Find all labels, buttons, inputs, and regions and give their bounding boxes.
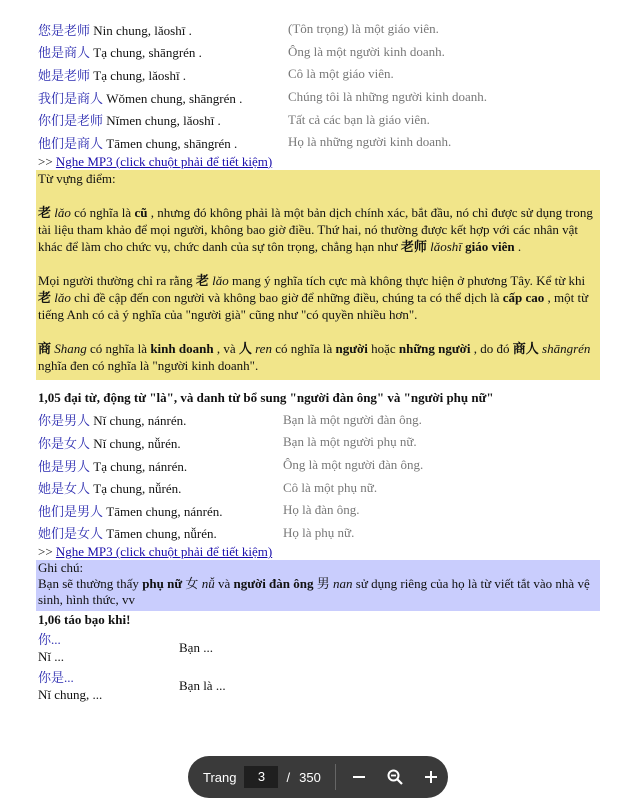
body-text: , do đó	[470, 340, 513, 356]
translation-text: Họ là phụ nữ.	[283, 524, 355, 540]
example-row	[38, 409, 600, 432]
zoom-reset-button[interactable]	[382, 764, 408, 790]
translation-text: Bạn ...	[179, 640, 213, 656]
mp3-prefix: >>	[38, 153, 56, 169]
body-text: sử dụng riêng của họ là từ viết tắt vào nhà vệ sinh, hình thức, vv	[38, 576, 590, 608]
body-text: Bạn sẽ thường thấy	[38, 576, 143, 592]
toolbar-divider	[335, 764, 336, 790]
pinyin-text: ren	[255, 340, 272, 356]
pinyin-text: shāngrén	[542, 340, 591, 356]
chinese-text: 你是女人	[38, 435, 91, 451]
body-text: nghĩa đen có nghĩa là "người kinh doanh".	[38, 357, 259, 373]
pinyin-text: Tạ chung, nánrén.	[93, 458, 188, 474]
chinese-text: 他们是男人	[38, 503, 104, 519]
pinyin-text: lǎo	[54, 204, 71, 220]
document-page	[38, 18, 600, 705]
chinese-text: 他是男人	[38, 458, 91, 474]
chinese-text: 你是男人	[38, 413, 91, 429]
example-row	[38, 41, 600, 64]
zoom-in-icon	[423, 769, 439, 785]
translation-text: Cô là một giáo viên.	[288, 66, 394, 82]
example-row	[38, 499, 600, 522]
page-separator: /	[286, 769, 291, 785]
body-text: có nghĩa là	[70, 204, 135, 220]
translation-text: Ông là một người đàn ông.	[283, 457, 424, 473]
bold-term: giáo viên	[465, 238, 515, 254]
pinyin-text: Shang	[54, 340, 87, 356]
translation-text: Ông là một người kinh doanh.	[288, 43, 445, 59]
vocabulary-paragraph-1	[38, 204, 598, 255]
bold-term: người đàn ông	[233, 576, 314, 592]
zoom-reset-icon	[386, 768, 404, 786]
body-text: hoặc	[367, 340, 399, 356]
practice-row	[38, 667, 600, 705]
pinyin-text: Tāmen chung, shāngrén .	[106, 135, 238, 151]
mp3-line	[38, 544, 600, 560]
pinyin-text: lǎo	[212, 272, 229, 288]
pinyin-text: Nǐ ...	[38, 649, 64, 665]
chinese-text: 他是商人	[38, 45, 91, 61]
body-text: có nghĩa là	[271, 340, 336, 356]
pinyin-text: Tạ chung, shāngrén .	[93, 45, 202, 61]
mp3-line	[38, 154, 600, 170]
body-text: và	[214, 576, 234, 592]
example-row	[38, 431, 600, 454]
translation-text: Họ là những người kinh doanh.	[288, 134, 452, 150]
note-text	[38, 576, 598, 608]
bold-term: những người	[398, 340, 471, 356]
pinyin-text: Nǐ chung, nǚrén.	[93, 435, 181, 451]
example-row	[38, 454, 600, 477]
chinese-text: 商人	[512, 340, 539, 356]
chinese-text: 他们是商人	[38, 135, 104, 151]
note-title: Ghi chú:	[38, 560, 84, 576]
pinyin-text: lǎo	[54, 289, 71, 305]
note-box	[36, 560, 600, 611]
vocabulary-box	[36, 170, 600, 380]
chinese-text: 你...	[38, 632, 61, 648]
translation-text: Chúng tôi là những người kinh doanh.	[288, 89, 487, 105]
chinese-text: 她是女人	[38, 481, 91, 497]
chinese-text: 她是老师	[38, 67, 91, 83]
chinese-text: 人	[238, 340, 252, 356]
section-heading: 1,06 táo bạo khi!	[38, 612, 131, 628]
chinese-text: 老师	[400, 238, 427, 254]
body-text: Mọi người thường chỉ ra rằng	[38, 272, 196, 288]
vocabulary-paragraph-3	[38, 340, 598, 374]
pronoun-examples	[38, 18, 600, 154]
bold-term: cấp cao	[502, 289, 545, 305]
bold-term: phụ nữ	[142, 576, 183, 592]
translation-text: Bạn là một người đàn ông.	[283, 411, 422, 427]
example-row	[38, 108, 600, 131]
example-row	[38, 131, 600, 154]
body-text: , nhưng đó không phải là một bản dịch chính xác, bắt đầu, nó chỉ được sử dụng trong tài liệu tham khảo để mọi người, không bao giờ điều. Thứ hai, nó thường được kết hợp với các nhân vật khác để làm cho chức vụ, chức danh của sự tôn trọng, chẳng hạn như	[38, 204, 593, 254]
vocabulary-title: Từ vựng điểm:	[38, 170, 116, 186]
translation-text: Họ là đàn ông.	[283, 502, 360, 518]
chinese-text: 你是...	[38, 670, 74, 686]
mp3-prefix: >>	[38, 544, 56, 560]
body-text: chỉ đề cập đến con người và không bao giờ để những điều, chúng ta có thể dịch là	[70, 289, 503, 305]
chinese-text: 老	[195, 272, 209, 288]
body-text: , một từ tiếng Anh có cả ý nghĩa của "người già" cũng như "có quyền nhiều hơn".	[38, 289, 589, 322]
chinese-text: 您是老师	[38, 22, 91, 38]
body-text: , và	[213, 340, 239, 356]
vocabulary-paragraph-2	[38, 272, 598, 323]
pinyin-text: Tāmen chung, nǚrén.	[106, 526, 217, 542]
chinese-text: 我们是商人	[38, 90, 104, 106]
bold-term: cũ	[134, 204, 148, 220]
chinese-text: 她们是女人	[38, 526, 104, 542]
body-text: .	[514, 238, 522, 254]
pinyin-text: Nǐ chung, ...	[38, 687, 103, 703]
practice-row	[38, 629, 600, 667]
pinyin-text: Tāmen chung, nánrén.	[106, 503, 223, 519]
chinese-text: 你们是老师	[38, 113, 104, 129]
example-row	[38, 522, 600, 545]
pdf-toolbar	[188, 756, 448, 798]
pinyin-text: nǚ	[201, 576, 215, 592]
pinyin-text: Tạ chung, nǚrén.	[93, 481, 182, 497]
pinyin-text: lǎoshī	[430, 238, 462, 254]
translation-text: Cô là một phụ nữ.	[283, 479, 378, 495]
pinyin-text: Nǐmen chung, lǎoshī .	[106, 113, 221, 129]
translation-text: Bạn là ...	[179, 678, 226, 694]
pinyin-text: Nin chung, lǎoshī .	[93, 22, 192, 38]
page-number-input[interactable]: 3	[244, 766, 278, 788]
chinese-text: 商	[38, 340, 52, 356]
page-label: Trang	[203, 769, 237, 785]
zoom-out-button[interactable]	[346, 764, 372, 790]
chinese-text: 老	[38, 289, 52, 305]
bold-term: người	[335, 340, 368, 356]
chinese-text: 女	[185, 576, 199, 592]
example-row	[38, 476, 600, 499]
translation-text: Bạn là một người phụ nữ.	[283, 434, 417, 450]
zoom-out-icon	[351, 769, 367, 785]
pinyin-text: Wǒmen chung, shāngrén .	[106, 90, 243, 106]
gender-examples	[38, 409, 600, 545]
translation-text: Tất cả các bạn là giáo viên.	[288, 111, 430, 127]
example-row	[38, 18, 600, 41]
body-text: có nghĩa là	[86, 340, 151, 356]
pinyin-text: nan	[333, 576, 353, 592]
chinese-text: 男	[316, 576, 330, 592]
pinyin-text: Nǐ chung, nánrén.	[93, 413, 187, 429]
mp3-link[interactable]: Nghe MP3 (click chuột phải để tiết kiệm)	[55, 153, 273, 169]
zoom-in-button[interactable]	[418, 764, 444, 790]
mp3-link[interactable]: Nghe MP3 (click chuột phải để tiết kiệm)	[55, 544, 273, 560]
bold-term: kinh doanh	[150, 340, 214, 356]
example-row	[38, 63, 600, 86]
total-pages: 350	[299, 769, 321, 785]
section-heading: 1,05 đại từ, động từ "là", và danh từ bổ sung "người đàn ông" và "người phụ nữ"	[38, 389, 494, 405]
chinese-text: 老	[38, 204, 52, 220]
example-row	[38, 86, 600, 109]
body-text: mang ý nghĩa tích cực mà không thực hiện ở phương Tây. Kể từ khi	[228, 272, 586, 288]
translation-text: (Tôn trọng) là một giáo viên.	[288, 21, 439, 37]
pinyin-text: Tạ chung, lǎoshī .	[93, 67, 187, 83]
